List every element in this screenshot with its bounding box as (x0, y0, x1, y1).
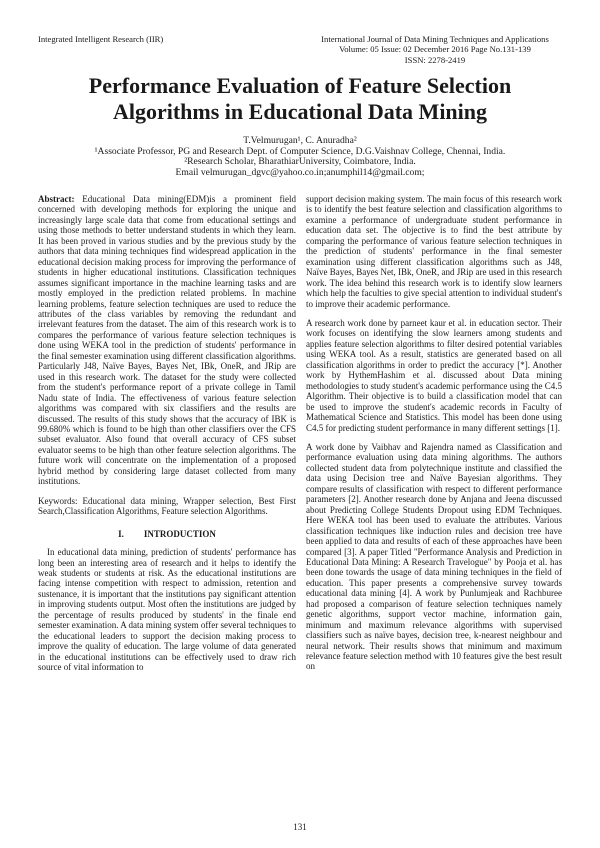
left-column (38, 194, 296, 681)
abstract-label: Abstract: (38, 194, 75, 204)
page-number: 131 (293, 822, 307, 832)
journal-info-header (307, 34, 563, 65)
keywords: Keywords: Educational data mining, Wrapper selection, Best First Search,Classification Algorithms, Feature selection Algorithms. (38, 495, 296, 517)
section-number: I. (118, 528, 124, 539)
affiliation-1: ¹Associate Professor, PG and Research Dept. of Computer Science, D.G.Vaishnav College, Chennai, India. (94, 145, 506, 157)
paper-title-line-1: Performance Evaluation of Feature Selection (88, 73, 512, 98)
intro-paragraph: In educational data mining, prediction of students' performance has long been an interesting area of research and it helps to identify the weak students or students at risk. As the educational institutions are facing intense competition with respect to admission, retention and sustenance, it is important that the institutions pay significant attention in improving students output. Most often the institutions are judged by the percentage of results produced by students' in the finale end semester examination. A data mining system offer several techniques to the educational leaders to support the decision making process to improve the quality of education. The large volume of data generated in the educational institutions can be effectively used to draw rich source of vital information to (38, 547, 296, 673)
paper-title (40, 73, 560, 125)
journal-issn: ISSN: 2278-2419 (404, 54, 466, 65)
section-title: INTRODUCTION (143, 528, 216, 539)
author-block (40, 136, 560, 178)
abstract-text: Educational Data mining(EDM)is a prominent field concerned with developing methods for exploring the unique and increasingly large scale data that come from educational settings and using those methods to better understand students in which they learn. It has been proved in various studies and by the previous study by the authors that data mining techniques find widespread application in the educational decision making process for improving the performance of students in higher educational institutions. Classification techniques assumes significant importance in the machine learning tasks and are mostly employed in the prediction related problems. In machine learning problems, feature selection techniques are used to reduce the attributes of the class variables by removing the redundant and irrelevant features from the dataset. The aim of this research work is to compares the performance of various feature selection techniques is done using WEKA tool in the prediction of students' performance in the final semester examination using different classification algorithms. Particularly J48, Naïve Bayes, Bayes Net, IBk, OneR, and JRip are used in this research work. The dataset for the study were collected from the student's performance report of a private college in Tamil Nadu state of India. The effectiveness of various feature selection algorithms was compared with six classifiers and the results are discussed. The results of this study shows that the accuracy of IBK is 99.680% which is found to be high than other classifiers over the CFS subset evaluator. Also found that overall accuracy of CFS subset evaluator seems to be high than other feature selection algorithms. The future work will concentrate on the implementation of a proposed hybrid method by considering large dataset collected from many institutions. (38, 194, 297, 487)
affiliation-2: ²Research Scholar, BharathiarUniversity, Coimbatore, India. (184, 156, 416, 168)
section-heading (38, 529, 296, 539)
author-email: Email velmurugan_dgvc@yahoo.co.in;anumphil14@gmail.com; (175, 166, 425, 178)
body-paragraph-3: A work done by Vaibhav and Rajendra named as Classification and performance evaluation using data mining algorithms. The authors collected student data from polytechnique institute and classified the data using Decision tree and Naïve Bayesian algorithms. They compare results of classification with respect to different performance parameters [2]. Another research done by Anjana and Jeena discussed about Predicting College Students Dropout using EDM Techniques. Here WEKA tool has been used to evaluate the attributes. Various classification techniques like induction rules and decision tree have been applied to data and results of each of these approaches have been compared [3]. A paper Titled "Performance Analysis and Prediction in Educational Data Mining: A Research Travelogue" by Pooja et al. has been done towards the usage of data mining techniques in the field of education. This paper presents a comprehensive survey towards educational data mining [4]. A work by Punlumjeak and Rachburee had proposed a comparison of feature selection techniques namely genetic algorithms, support vector machine, information gain, minimum and maximum relevance algorithms with supervised classifiers such as naïve bayes, decision tree, k-nearest neighbour and neural network. Their results shows that minimum and maximum relevance feature selection method with 10 features give the best result on (306, 441, 562, 672)
body-paragraph-2: A research work done by parneet kaur et al. in education sector. Their work focuses on identifying the slow learners among students and applies feature selection algorithms to filter desired potential variables using WEKA tool. As a result, statistics are generated based on all classification algorithms in order to predict the accuracy [*]. Another work by HythemHashim et al. discussed about Data mining methodologies to study student's academic performance using the C4.5 Algorithm. Their objective is to build a classification model that can be used to improve the student's academic records in Faculty of Mathematical Science and Statistics. This model has been done using C4.5 for predicting student performance in many different settings [1]. (306, 317, 562, 433)
paper-title-line-2: Algorithms in Educational Data Mining (112, 99, 488, 124)
body-paragraph-1: support decision making system. The main focus of this research work is to identify the best feature selection and classification algorithms to examine a performance of undergraduate student performance in education data set. The objective is to find the best attribute by comparing the performance of various feature selection techniques in the prediction of students' performance in the final semester examination using different classification algorithms such as J48, Naïve Bayes, Bayes Net, IBk, OneR, and JRip are used in this research work. The idea behind this research work is to identify slow learners which help the faculties to give special attention to individual student's to improve their academic performance. (306, 194, 562, 309)
journal-name: International Journal of Data Mining Techniques and Applications (321, 34, 549, 44)
right-column (306, 194, 562, 681)
journal-volume: Volume: 05 Issue: 02 December 2016 Page No.131-139 (339, 44, 531, 55)
journal-publisher-header: Integrated Intelligent Research (IIR) (38, 34, 164, 44)
abstract-paragraph (38, 194, 296, 487)
author-names: T.Velmurugan¹, C. Anuradha² (243, 135, 357, 146)
